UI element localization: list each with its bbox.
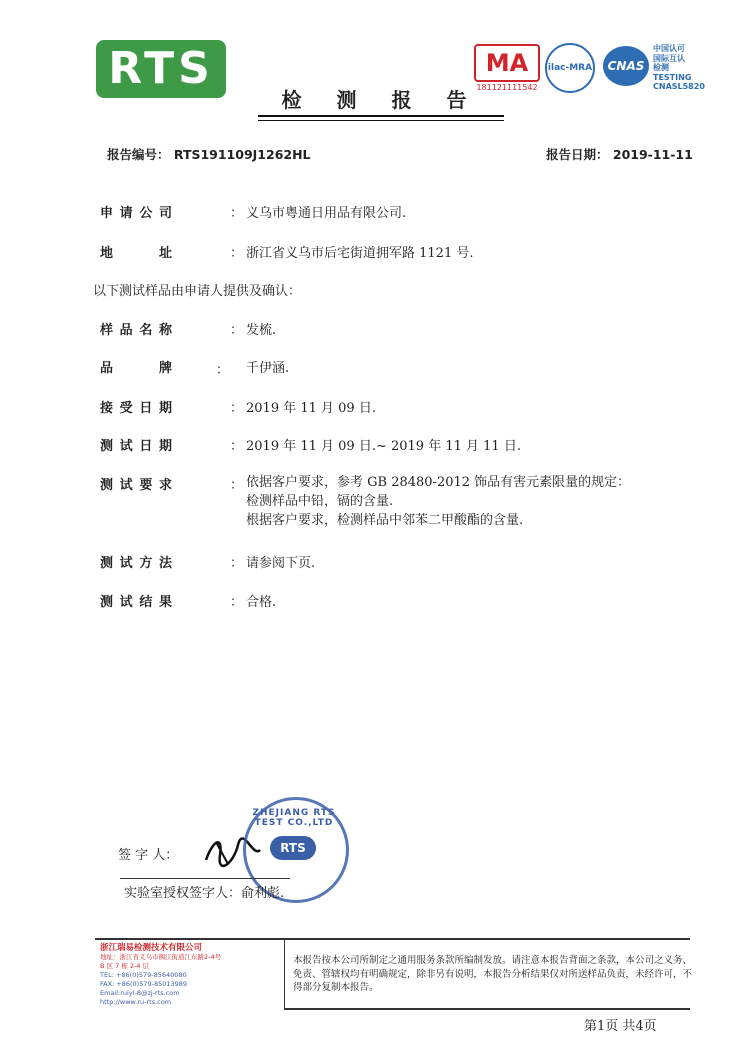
page-number: 第1页 共4页	[584, 1019, 657, 1034]
colon: ：	[230, 439, 244, 454]
rts-logo: RTS	[96, 40, 226, 98]
report-number: RTS191109J1262HL	[173, 147, 311, 162]
address-value: 浙江省义乌市后宅街道拥军路 1121 号.	[246, 246, 474, 261]
brand-label: 品牌	[100, 361, 172, 376]
ilac-mra-icon: ilac-MRA	[545, 43, 595, 93]
colon: ：	[230, 401, 244, 416]
lab-signer: 实验室授权签字人：俞利彪.	[124, 886, 285, 901]
cnas-line: CNASL5820	[653, 82, 705, 91]
received-date-label: 接受日期	[100, 401, 172, 416]
cnas-line: TESTING	[653, 72, 692, 82]
sample-name-value: 发梳.	[246, 323, 277, 338]
test-requirement-value	[246, 473, 630, 530]
applicant-value: 义乌市粤通日用品有限公司.	[246, 206, 407, 221]
address-label: 地址	[100, 246, 172, 261]
footer-contact-line: TEL: +86(0)579-85640080	[100, 971, 187, 979]
sample-note: 以下测试样品由申请人提供及确认：	[93, 284, 302, 299]
test-requirement-label: 测试要求	[100, 478, 172, 493]
footer-contact-line: http://www.ru-rts.com	[100, 998, 172, 1006]
title-underline	[258, 115, 504, 117]
test-date-label: 测试日期	[100, 439, 172, 454]
requirement-line: 依据客户要求，参考 GB 28480-2012 饰品有害元素限量的规定：	[246, 475, 631, 490]
cnas-text	[653, 44, 705, 92]
colon: ：	[216, 363, 230, 378]
report-date: 2019-11-11	[612, 147, 693, 162]
colon: ：	[230, 556, 244, 571]
test-result-label: 测试结果	[100, 595, 172, 610]
title-underline	[258, 120, 504, 121]
requirement-line: 根据客户要求，检测样品中邻苯二甲酸酯的含量.	[246, 513, 524, 528]
footer-contact-line: 地址：浙江省义乌市稠江街道江东路2-4号	[100, 953, 222, 961]
sample-name-label: 样品名称	[100, 323, 172, 338]
colon: ：	[230, 206, 244, 221]
test-method-label: 测试方法	[100, 556, 172, 571]
brand-value: 千伊涵.	[246, 361, 290, 376]
document-title: 检 测 报 告	[281, 88, 481, 112]
signer-label: 签 字 人：	[118, 848, 179, 863]
footer-contact	[100, 944, 221, 1007]
received-date-value: 2019 年 11 月 09 日.	[246, 401, 376, 416]
colon: ：	[230, 246, 244, 261]
footer-contact-line: Email:ruiyi-8@zj-rts.com	[100, 989, 180, 997]
test-method-value: 请参阅下页.	[246, 556, 316, 571]
cnas-line: 国际互认	[653, 53, 685, 63]
report-date-label: 报告日期：	[546, 147, 609, 162]
footer-divider	[284, 1008, 690, 1010]
report-number-row	[107, 145, 311, 163]
requirement-line: 检测样品中铅，镉的含量.	[246, 494, 394, 509]
cma-number: 181121111542	[476, 83, 538, 92]
applicant-label: 申请公司	[100, 206, 172, 221]
cma-mark-icon: MA	[474, 44, 540, 82]
cnas-line: 检测	[653, 63, 669, 72]
colon: ：	[230, 478, 244, 493]
test-result-value: 合格.	[246, 595, 277, 610]
footer-contact-line: FAX: +86(0)579-85013989	[100, 980, 188, 988]
report-date-row	[546, 145, 693, 163]
test-date-value: 2019 年 11 月 09 日.~ 2019 年 11 月 11 日.	[246, 439, 521, 454]
stamp-center: RTS	[270, 836, 316, 860]
report-number-label: 报告编号：	[107, 147, 170, 162]
cnas-line: 中国认可	[653, 44, 685, 53]
colon: ：	[230, 595, 244, 610]
signature-line	[120, 878, 290, 879]
footer-disclaimer: 本报告按本公司所制定之通用服务条款所编制发放。请注意本报告背面之条款，本公司之义务、免责、管辖权均有明确规定，除非另有说明，本报告分析结果仅对所送样品负责，未经许可，不得部分复制本报告。	[284, 940, 699, 1009]
footer-contact-line: B 区 7 栋 2-4 层	[100, 962, 150, 970]
footer-company: 浙江瑞易检测技术有限公司	[100, 943, 203, 953]
stamp-text: ZHEJIANG RTS TEST CO.,LTD	[252, 808, 336, 828]
cnas-icon: CNAS	[603, 46, 649, 86]
colon: ：	[230, 323, 244, 338]
